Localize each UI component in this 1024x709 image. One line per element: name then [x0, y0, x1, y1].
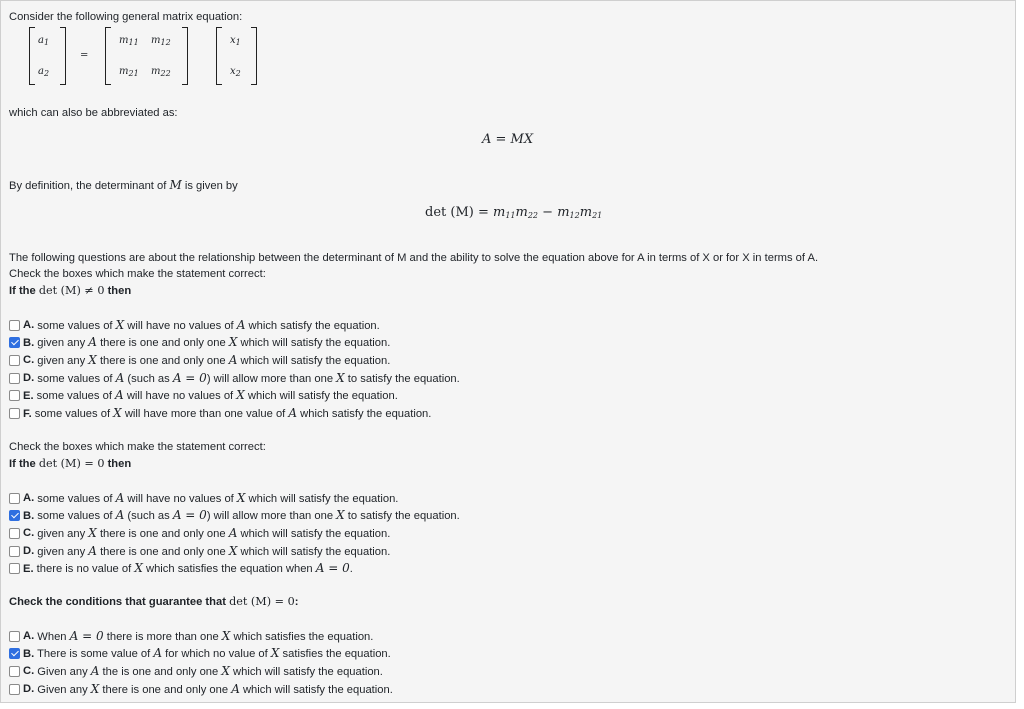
- option-text: some values of X will have more than one value of A which satisfy the equation.: [31, 406, 432, 420]
- option-text: some values of A will have no values of X which will satisfy the equation.: [34, 490, 399, 505]
- option-label: A.: [23, 630, 35, 642]
- bracket-left: [29, 27, 35, 85]
- option-label: B.: [23, 509, 35, 522]
- matrix-entry-a2: $a_2$: [38, 66, 50, 78]
- option-text: Given any A the is one and only one X which will satisfy the equation.: [34, 663, 383, 678]
- q2-instruction: Check the boxes which make the statement correct:: [9, 441, 266, 453]
- q2-heading: If the det (M) = 0 then: [9, 457, 132, 470]
- bracket-left: [216, 27, 222, 85]
- bracket-left: [105, 27, 111, 85]
- matrix-entry-m22: $m_{22}$: [151, 66, 171, 78]
- equals-sign: =: [80, 50, 89, 61]
- checkbox[interactable]: [9, 373, 20, 384]
- matrix-entry-m12: $m_{12}$: [151, 35, 171, 47]
- q2-option-e[interactable]: [9, 561, 353, 577]
- option-label: E.: [23, 389, 34, 402]
- checkbox[interactable]: [9, 648, 20, 659]
- option-text: given any A there is one and only one X which will satisfy the equation.: [34, 335, 391, 350]
- q1-option-e[interactable]: [9, 388, 398, 404]
- option-text: When A = 0 there is more than one X which satisfies the equation.: [34, 628, 374, 643]
- q3-option-d[interactable]: [9, 681, 393, 697]
- checkbox[interactable]: [9, 337, 20, 348]
- relationship-text: The following questions are about the relationship between the determinant of M and the ability to solve the equation above for A in terms of X or for X in terms of A.: [9, 252, 819, 264]
- option-label: A.: [23, 319, 35, 331]
- q2-option-d[interactable]: [9, 543, 390, 559]
- abbrev-equation: A = MX: [482, 132, 534, 147]
- bracket-right: [251, 27, 257, 85]
- checkbox[interactable]: [9, 355, 20, 366]
- q2-option-b[interactable]: [9, 508, 460, 524]
- checkbox[interactable]: [9, 684, 20, 695]
- q1-instruction: Check the boxes which make the statement correct:: [9, 268, 266, 280]
- option-label: C.: [23, 665, 35, 678]
- q1-heading: If the det (M) ≠ 0 then: [9, 284, 132, 297]
- option-label: B.: [23, 647, 35, 660]
- option-label: C.: [23, 354, 35, 367]
- bracket-right: [182, 27, 188, 85]
- option-label: E.: [23, 562, 34, 575]
- option-text: some values of X will have no values of A which satisfy the equation.: [34, 317, 380, 332]
- checkbox[interactable]: [9, 666, 20, 677]
- abbrev-text: which can also be abbreviated as:: [9, 107, 178, 119]
- checkbox[interactable]: [9, 528, 20, 539]
- option-text: some values of A (such as A = 0) will allow more than one X to satisfy the equation.: [34, 508, 460, 523]
- option-label: F.: [23, 407, 32, 420]
- option-text: given any X there is one and only one A which will satisfy the equation.: [34, 525, 391, 540]
- option-label: C.: [23, 527, 35, 540]
- option-text: given any X there is one and only one A which will satisfy the equation.: [34, 352, 391, 367]
- q1-option-a[interactable]: [9, 317, 380, 333]
- checkbox[interactable]: [9, 631, 20, 642]
- matrix-entry-m11: $m_{11}$: [119, 35, 139, 47]
- checkbox[interactable]: [9, 510, 20, 521]
- q3-option-b[interactable]: [9, 646, 391, 662]
- q3-heading: Check the conditions that guarantee that det (M) = 0:: [9, 595, 299, 608]
- option-text: There is some value of A for which no value of X satisfies the equation.: [34, 646, 391, 661]
- det-equation: $\det (M) = m_{11}m_{22} - m_{12}m_{21}$: [425, 205, 603, 220]
- q2-option-a[interactable]: [9, 490, 398, 506]
- q3-option-c[interactable]: [9, 663, 383, 679]
- bracket-right: [60, 27, 66, 85]
- matrix-entry-a1: $a_1$: [38, 35, 50, 47]
- q3-option-a[interactable]: [9, 628, 373, 644]
- q1-option-f[interactable]: [9, 406, 431, 422]
- option-text: given any A there is one and only one X which will satisfy the equation.: [34, 543, 391, 558]
- checkbox[interactable]: [9, 390, 20, 401]
- q1-option-d[interactable]: [9, 370, 460, 386]
- q1-option-c[interactable]: [9, 352, 390, 368]
- option-label: B.: [23, 336, 35, 349]
- checkbox[interactable]: [9, 408, 20, 419]
- checkbox[interactable]: [9, 546, 20, 557]
- matrix-entry-x1: $x_1$: [230, 35, 241, 47]
- q2-option-c[interactable]: [9, 525, 390, 541]
- checkbox[interactable]: [9, 563, 20, 574]
- q1-option-b[interactable]: [9, 335, 390, 351]
- matrix-entry-m21: $m_{21}$: [119, 66, 139, 78]
- option-text: some values of A will have no values of X which will satisfy the equation.: [33, 388, 398, 403]
- option-label: D.: [23, 545, 35, 558]
- option-text: there is no value of X which satisfies the equation when A = 0.: [33, 561, 353, 576]
- option-text: Given any X there is one and only one A which will satisfy the equation.: [34, 681, 393, 696]
- option-label: A.: [23, 492, 35, 504]
- intro-text: Consider the following general matrix equation:: [9, 11, 243, 23]
- checkbox[interactable]: [9, 493, 20, 504]
- option-label: D.: [23, 683, 35, 696]
- option-text: some values of A (such as A = 0) will allow more than one X to satisfy the equation.: [34, 370, 460, 385]
- option-label: D.: [23, 372, 35, 385]
- checkbox[interactable]: [9, 320, 20, 331]
- det-definition-text: By definition, the determinant of M is given by: [9, 178, 238, 192]
- matrix-entry-x2: $x_2$: [230, 66, 241, 78]
